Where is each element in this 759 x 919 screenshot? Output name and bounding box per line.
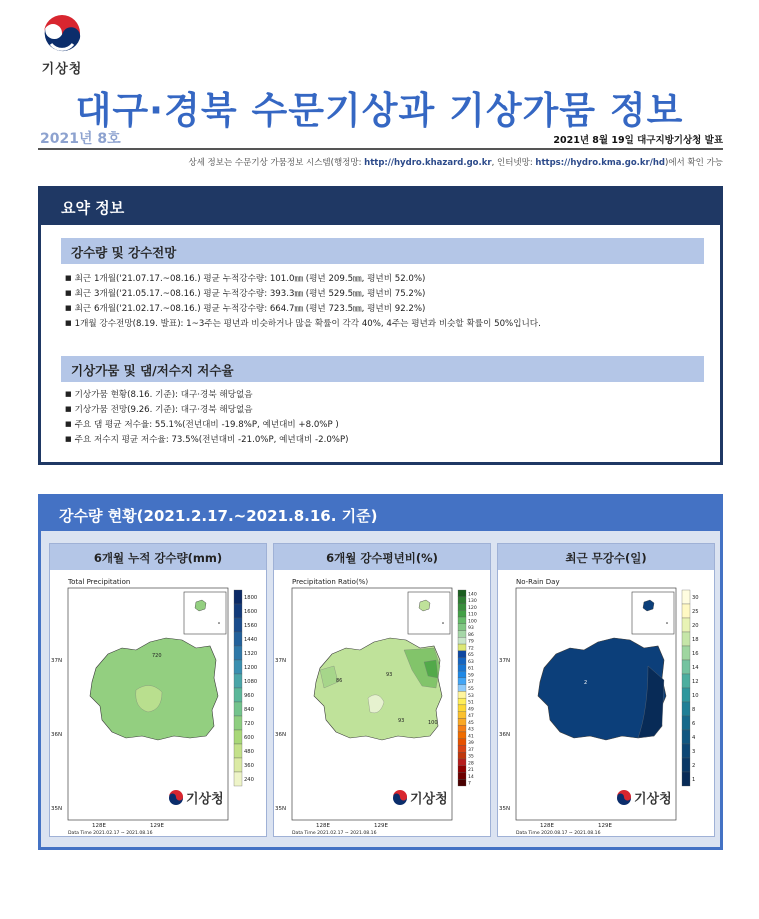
legend-label: 480: [244, 749, 254, 755]
legend-label: 1600: [244, 609, 258, 615]
legend-swatch: [458, 685, 466, 692]
legend-swatch: [458, 597, 466, 604]
data-time: Data Time 2020.08.17 ~ 2021.08.16: [516, 831, 601, 836]
legend-label: 45: [468, 720, 474, 726]
legend-label: 86: [468, 632, 474, 638]
lat-label: 36N: [499, 732, 511, 738]
logo-text: 기상청: [41, 62, 83, 77]
legend-label: 720: [244, 721, 254, 727]
list-item: ■ 기상가뭄 전망(9.26. 기준): 대구·경북 해당없음: [65, 403, 349, 418]
map-figure: [498, 570, 714, 836]
contour-label: 93: [386, 672, 393, 678]
legend-label: 39: [468, 741, 474, 747]
legend-swatch: [458, 739, 466, 746]
legend-swatch: [682, 758, 690, 772]
legend-label: 840: [244, 707, 254, 713]
legend-label: 43: [468, 727, 474, 733]
legend-label: 600: [244, 735, 254, 741]
brand-text: 기상청: [634, 792, 672, 807]
kma-brand-logo: [617, 790, 672, 807]
lat-label: 35N: [275, 806, 287, 812]
map-figure: [274, 570, 490, 836]
legend-swatch: [458, 644, 466, 651]
legend-label: 130: [468, 599, 477, 605]
rainfall-title: 강수량 현황(2021.2.17.~2021.8.16. 기준): [41, 497, 720, 531]
kma-logo: [36, 14, 88, 77]
legend-label: 53: [468, 693, 474, 699]
legend-label: 51: [468, 700, 474, 706]
legend-swatch: [234, 590, 242, 604]
legend-swatch: [458, 732, 466, 739]
legend-label: 93: [468, 626, 474, 632]
summary-title: 요약 정보: [41, 189, 720, 225]
legend-swatch: [682, 730, 690, 744]
legend-label: 37: [468, 747, 474, 753]
inset-dot: [218, 622, 220, 624]
legend-swatch: [682, 618, 690, 632]
legend-label: 2: [692, 763, 696, 769]
page-title: 대구·경북 수문기상과 기상가뭄 정보: [75, 89, 684, 132]
legend-swatch: [234, 744, 242, 758]
list-item: ■ 최근 6개월('21.02.17.~08.16.) 평균 누적강수량: 664.7㎜ (평년 723.5㎜, 평년비 92.2%): [65, 302, 541, 317]
legend-label: 100: [468, 619, 477, 625]
inset-region: [419, 600, 430, 611]
kma-brand-logo: [169, 790, 224, 807]
legend-label: 18: [692, 637, 699, 643]
lat-label: 35N: [51, 806, 63, 812]
contour-label: 93: [398, 718, 405, 724]
legend-label: 240: [244, 777, 254, 783]
legend-swatch: [458, 617, 466, 624]
lon-label: 129E: [598, 823, 612, 829]
legend-label: 7: [468, 781, 471, 787]
panel-precipitation-ratio: [273, 543, 491, 837]
legend-label: 61: [468, 666, 474, 672]
legend-swatch: [234, 772, 242, 786]
legend-swatch: [682, 674, 690, 688]
legend-label: 120: [468, 605, 477, 611]
inset-map: [632, 592, 674, 634]
legend-label: 1560: [244, 623, 258, 629]
legend-swatch: [458, 604, 466, 611]
legend-label: 35: [468, 754, 474, 760]
legend-label: 4: [692, 735, 696, 741]
inset-region: [195, 600, 206, 611]
legend-swatch: [458, 624, 466, 631]
legend-swatch: [458, 637, 466, 644]
legend-label: 8: [692, 707, 696, 713]
lat-label: 37N: [499, 658, 511, 664]
legend-label: 49: [468, 707, 474, 713]
legend-label: 360: [244, 763, 254, 769]
panel-title: 최근 무강수(일): [498, 544, 714, 570]
legend-swatch: [458, 705, 466, 712]
source-link-internal[interactable]: http://hydro.khazard.go.kr: [364, 158, 492, 168]
contour-label: 86: [336, 678, 343, 684]
list-item: ■ 기상가뭄 현황(8.16. 기준): 대구·경북 해당없음: [65, 388, 349, 403]
legend-swatch: [234, 604, 242, 618]
legend-swatch: [458, 718, 466, 725]
legend-label: 10: [692, 693, 699, 699]
lon-label: 129E: [150, 823, 164, 829]
legend-label: 14: [692, 665, 699, 671]
legend-swatch: [458, 671, 466, 678]
legend-swatch: [234, 660, 242, 674]
issue-number: 2021년 8호: [40, 131, 121, 147]
legend-swatch: [458, 658, 466, 665]
legend-swatch: [234, 688, 242, 702]
legend-label: 41: [468, 734, 474, 740]
legend-swatch: [682, 744, 690, 758]
precipitation-list: [65, 272, 541, 332]
publication-date: 2021년 8월 19일 대구지방기상청 발표: [553, 135, 723, 146]
legend-swatch: [458, 779, 466, 786]
legend-swatch: [458, 725, 466, 732]
legend-label: 16: [692, 651, 699, 657]
inset-map: [184, 592, 226, 634]
legend-swatch: [458, 678, 466, 685]
legend-swatch: [234, 618, 242, 632]
legend-label: 47: [468, 714, 474, 720]
section-title-drought: 기상가뭄 및 댐/저수지 저수율: [61, 356, 704, 382]
panel-no-rain-day: [497, 543, 715, 837]
legend-swatch: [682, 702, 690, 716]
legend-swatch: [234, 758, 242, 772]
brand-text: 기상청: [186, 792, 224, 807]
panel-title: 6개월 강수평년비(%): [274, 544, 490, 570]
legend-label: 79: [468, 639, 474, 645]
lat-label: 35N: [499, 806, 511, 812]
legend-swatch: [458, 631, 466, 638]
map-title: Precipitation Ratio(%): [292, 578, 369, 586]
lon-label: 128E: [316, 823, 330, 829]
legend-swatch: [682, 772, 690, 786]
legend-swatch: [682, 590, 690, 604]
legend-label: 3: [692, 749, 696, 755]
header-divider: [38, 148, 723, 150]
legend-swatch: [458, 752, 466, 759]
section-title-precipitation: 강수량 및 강수전망: [61, 238, 704, 264]
lat-label: 36N: [275, 732, 287, 738]
legend-label: 1320: [244, 651, 258, 657]
legend-swatch: [458, 745, 466, 752]
legend-label: 59: [468, 673, 474, 679]
legend-swatch: [458, 664, 466, 671]
summary-box: [38, 186, 723, 465]
legend-swatch: [458, 610, 466, 617]
inset-dot: [666, 622, 668, 624]
legend-label: 960: [244, 693, 254, 699]
panel-title: 6개월 누적 강수량(mm): [50, 544, 266, 570]
legend-label: 1200: [244, 665, 258, 671]
legend-label: 63: [468, 659, 474, 665]
lat-label: 37N: [51, 658, 63, 664]
lon-label: 129E: [374, 823, 388, 829]
list-item: ■ 주요 저수지 평균 저수율: 73.5%(전년대비 -21.0%P, 예년대비 -2.0%P): [65, 433, 349, 448]
drought-list: [65, 388, 349, 448]
legend-swatch: [458, 691, 466, 698]
legend-swatch: [682, 660, 690, 674]
source-prefix: 상세 정보는 수문기상 가뭄정보 시스템(행정망:: [188, 158, 365, 168]
legend-swatch: [234, 730, 242, 744]
legend-label: 28: [468, 761, 474, 767]
panel-total-precipitation: [49, 543, 267, 837]
rainfall-box: [38, 494, 723, 850]
legend-swatch: [682, 632, 690, 646]
legend-swatch: [458, 759, 466, 766]
legend-label: 20: [692, 623, 699, 629]
legend-label: 1: [692, 777, 696, 783]
data-time: Data Time 2021.02.17 ~ 2021.08.16: [292, 831, 377, 836]
source-suffix: )에서 확인 가능: [665, 158, 723, 168]
legend-swatch: [682, 604, 690, 618]
legend-label: 6: [692, 721, 696, 727]
source-mid: , 인터넷망:: [491, 158, 536, 168]
legend-label: 14: [468, 774, 474, 780]
contour-label: 100: [428, 720, 438, 726]
legend-label: 12: [692, 679, 699, 685]
data-time: Data Time 2021.02.17 ~ 2021.08.16: [68, 831, 153, 836]
legend-swatch: [458, 651, 466, 658]
legend-swatch: [458, 698, 466, 705]
lat-label: 36N: [51, 732, 63, 738]
legend-label: 1800: [244, 595, 258, 601]
legend-label: 21: [468, 768, 474, 774]
legend-swatch: [458, 712, 466, 719]
legend-label: 72: [468, 646, 474, 652]
kma-brand-logo: [393, 790, 448, 807]
legend-label: 65: [468, 653, 474, 659]
legend-label: 30: [692, 595, 699, 601]
contour-label: 720: [152, 653, 162, 659]
list-item: ■ 주요 댐 평균 저수율: 55.1%(전년대비 -19.8%P, 예년대비 +8.0%P ): [65, 418, 349, 433]
source-link-internet[interactable]: https://hydro.kma.go.kr/hd: [535, 158, 665, 168]
inset-region: [643, 600, 654, 611]
legend-swatch: [682, 646, 690, 660]
legend-swatch: [458, 772, 466, 779]
legend-swatch: [234, 674, 242, 688]
legend-label: 110: [468, 612, 477, 618]
legend-swatch: [234, 632, 242, 646]
lon-label: 128E: [540, 823, 554, 829]
inset-dot: [442, 622, 444, 624]
legend-swatch: [234, 716, 242, 730]
legend-label: 140: [468, 592, 477, 598]
legend-swatch: [682, 716, 690, 730]
list-item: ■ 1개월 강수전망(8.19. 발표): 1~3주는 평년과 비슷하거나 많을 확률이 각각 40%, 4주는 평년과 비슷할 확률이 50%입니다.: [65, 317, 541, 332]
legend-swatch: [458, 590, 466, 597]
map-title: Total Precipitation: [68, 578, 131, 586]
map-figure: [50, 570, 266, 836]
list-item: ■ 최근 1개월('21.07.17.~08.16.) 평균 누적강수량: 101.0㎜ (평년 209.5㎜, 평년비 52.0%): [65, 272, 541, 287]
lon-label: 128E: [92, 823, 106, 829]
contour-label: 2: [584, 680, 588, 686]
map-title: No-Rain Day: [516, 578, 560, 586]
legend-label: 1080: [244, 679, 258, 685]
legend-label: 25: [692, 609, 699, 615]
legend-swatch: [458, 766, 466, 773]
brand-text: 기상청: [410, 792, 448, 807]
legend-swatch: [234, 702, 242, 716]
lat-label: 37N: [275, 658, 287, 664]
list-item: ■ 최근 3개월('21.05.17.~08.16.) 평균 누적강수량: 393.3㎜ (평년 529.5㎜, 평년비 75.2%): [65, 287, 541, 302]
taegeuk-icon: [41, 14, 83, 56]
legend-swatch: [682, 688, 690, 702]
inset-map: [408, 592, 450, 634]
legend-swatch: [234, 646, 242, 660]
legend-label: 57: [468, 680, 474, 686]
source-line: [188, 156, 723, 168]
legend-label: 55: [468, 687, 474, 692]
legend-label: 1440: [244, 637, 258, 643]
